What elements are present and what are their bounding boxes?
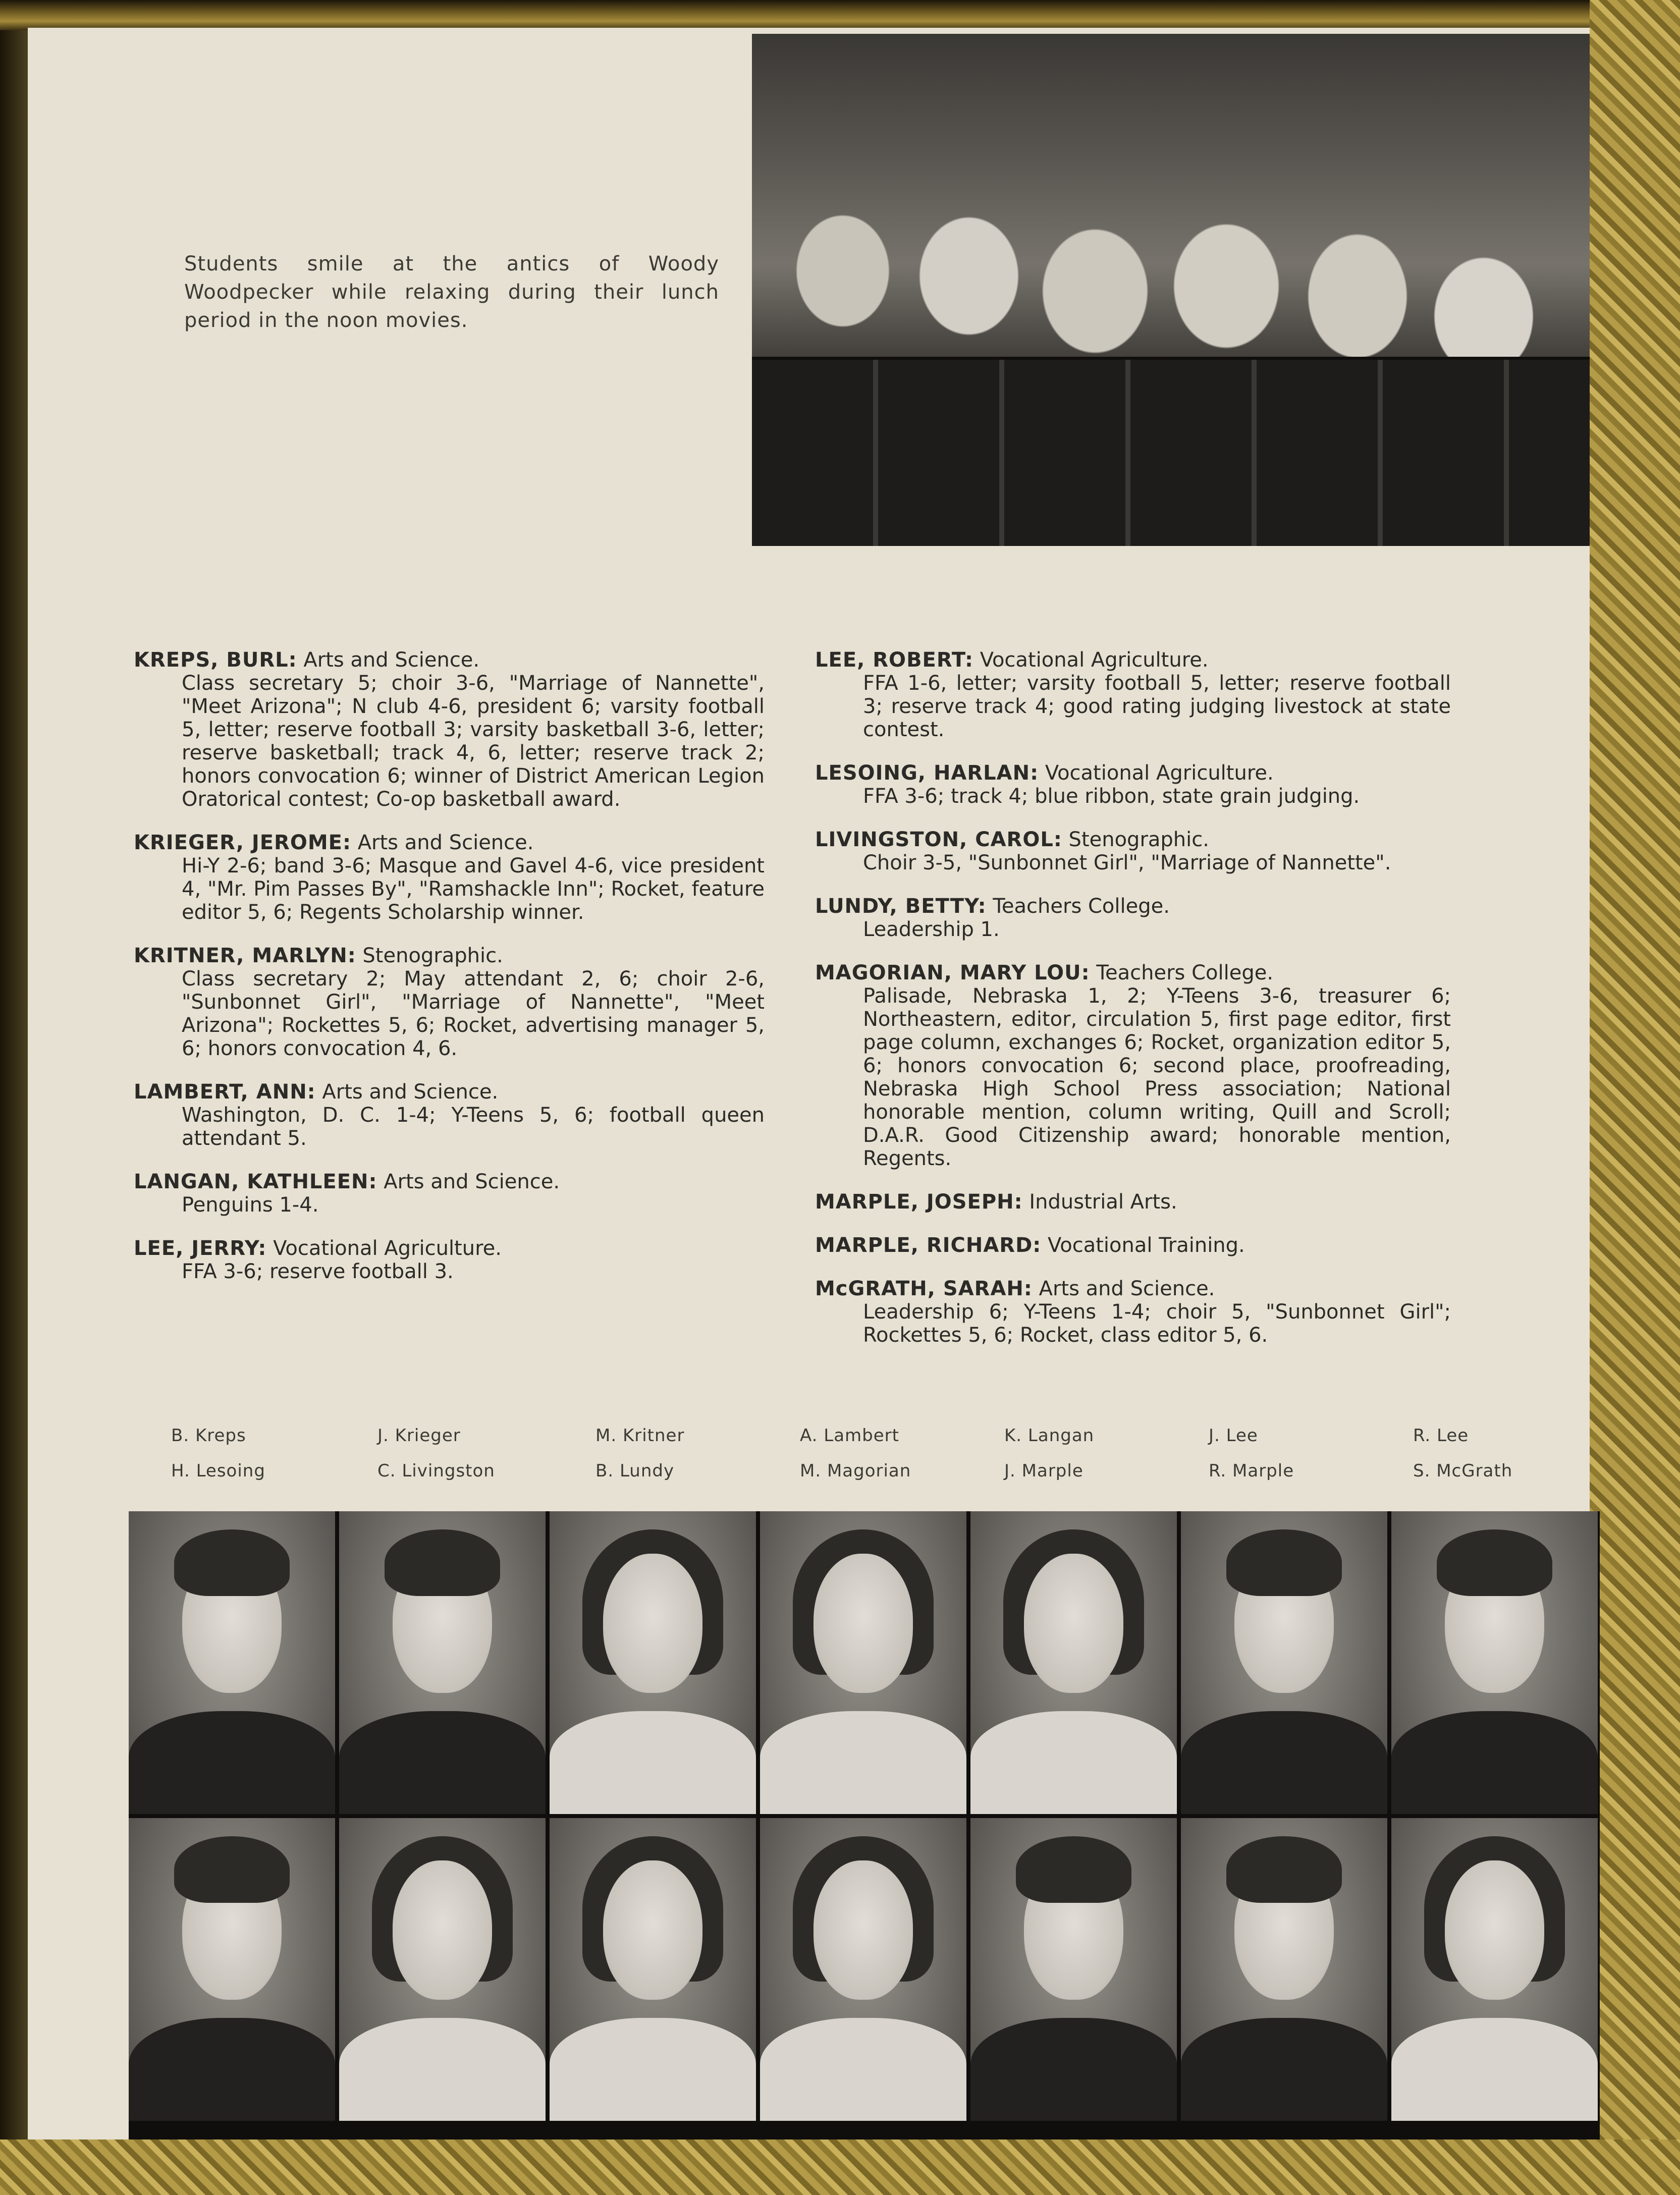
senior-entry: [815, 895, 1451, 941]
senior-entry: [815, 1190, 1451, 1214]
student-portrait: [970, 1818, 1177, 2121]
activities: Penguins 1-4.: [182, 1193, 319, 1217]
senior-entry: [134, 1080, 765, 1150]
course-of-study: Stenographic.: [362, 944, 503, 967]
auditorium-seats: [752, 357, 1590, 546]
portrait-shoulders: [1391, 1711, 1598, 1814]
portrait-label: M. Magorian: [800, 1461, 911, 1481]
senior-entry: [815, 961, 1451, 1170]
activities: FFA 3-6; reserve football 3.: [182, 1260, 454, 1283]
student-portrait: [550, 1511, 756, 1814]
portrait-face: [603, 1860, 702, 2000]
portrait-shoulders: [970, 1711, 1177, 1814]
student-portrait: [129, 1818, 335, 2121]
portrait-shoulders: [550, 2018, 756, 2121]
senior-entry: [815, 761, 1451, 808]
entries-left-column: [134, 648, 765, 1303]
student-name: MARPLE, JOSEPH:: [815, 1190, 1023, 1214]
activities: Leadership 1.: [863, 918, 1000, 941]
portrait-shoulders: [129, 2018, 335, 2121]
student-portrait: [760, 1818, 966, 2121]
portrait-label: R. Marple: [1209, 1461, 1294, 1481]
student-portrait: [970, 1511, 1177, 1814]
portrait-label: J. Marple: [1004, 1461, 1083, 1481]
student-name: LESOING, HARLAN:: [815, 761, 1039, 785]
course-of-study: Arts and Science.: [384, 1170, 560, 1193]
portrait-shoulders: [129, 1711, 335, 1814]
student-portrait: [129, 1511, 335, 1814]
activities: Choir 3-5, "Sunbonnet Girl", "Marriage of Nannette".: [863, 851, 1391, 874]
student-name: LUNDY, BETTY:: [815, 895, 987, 918]
portrait-shoulders: [760, 2018, 966, 2121]
binding-left-edge: [0, 0, 28, 2195]
binding-top-edge: [0, 0, 1680, 30]
portrait-shoulders: [760, 1711, 966, 1814]
activities: FFA 1-6, letter; varsity football 5, letter; reserve football 3; reserve track 4; good rating judging livestock at state contest.: [863, 672, 1451, 741]
activities: FFA 3-6; track 4; blue ribbon, state grain judging.: [863, 785, 1360, 808]
portrait-shoulders: [339, 1711, 546, 1814]
course-of-study: Vocational Agriculture.: [273, 1237, 502, 1260]
portrait-face: [1445, 1860, 1544, 2000]
entries-right-column: [815, 648, 1451, 1367]
course-of-study: Vocational Agriculture.: [980, 648, 1209, 672]
student-name: MAGORIAN, MARY LOU:: [815, 961, 1090, 984]
portrait-label: J. Krieger: [377, 1425, 461, 1446]
senior-entry: [134, 1237, 765, 1283]
portrait-label: B. Lundy: [595, 1461, 675, 1481]
portrait-shoulders: [550, 1711, 756, 1814]
gold-cover-right: [1590, 0, 1680, 2195]
activities: Hi-Y 2-6; band 3-6; Masque and Gavel 4-6, vice president 4, "Mr. Pim Passes By", "Ramshackle Inn"; Rocket, feature editor 5, 6; Regents Scholarship winner.: [182, 854, 765, 924]
photo-caption: Students smile at the antics of Woody Woodpecker while relaxing during their lunch period in the noon movies.: [184, 252, 719, 332]
activities: Class secretary 5; choir 3-6, "Marriage of Nannette", "Meet Arizona"; N club 4-6, president 6; varsity football 5, letter; reserve football 3; varsity basketball 3-6, letter; reserve basketball; track 4, 6, letter; reserve track 2; honors convocation 6; winner of District American Legion Oratorical contest; Co-op basketball award.: [182, 672, 765, 811]
course-of-study: Stenographic.: [1068, 828, 1209, 851]
portrait-face: [1024, 1554, 1123, 1693]
senior-entry: [134, 944, 765, 1060]
student-portrait: [1181, 1511, 1387, 1814]
portrait-face: [814, 1554, 912, 1693]
portrait-name-labels: [28, 1425, 1590, 1491]
senior-entry: [134, 831, 765, 924]
portrait-hair: [174, 1836, 290, 1903]
course-of-study: Vocational Agriculture.: [1045, 761, 1274, 785]
course-of-study: Arts and Science.: [357, 831, 534, 854]
senior-entry: [134, 1170, 765, 1217]
portrait-hair: [1226, 1836, 1342, 1903]
student-name: LEE, JERRY:: [134, 1237, 267, 1260]
activities: Palisade, Nebraska 1, 2; Y-Teens 3-6, treasurer 6; Northeastern, editor, circulation 5, first page editor, first page column, exchanges 6; Rocket, organization editor 5, 6; honors convocation 6; second place, proofreading, Nebraska High School Press association; National honorable mention, column writing, Quill and Scroll; D.A.R. Good Citizenship award; honorable mention, Regents.: [863, 984, 1451, 1170]
student-portrait: [1181, 1818, 1387, 2121]
portrait-hair: [174, 1529, 290, 1596]
portrait-label: J. Lee: [1209, 1425, 1258, 1446]
portrait-label: C. Livingston: [377, 1461, 495, 1481]
portrait-label: R. Lee: [1413, 1425, 1469, 1446]
portrait-face: [814, 1860, 912, 2000]
course-of-study: Arts and Science.: [1039, 1277, 1215, 1300]
portrait-hair: [1437, 1529, 1552, 1596]
student-portrait: [550, 1818, 756, 2121]
student-name: LIVINGSTON, CAROL:: [815, 828, 1062, 851]
portrait-shoulders: [1391, 2018, 1598, 2121]
portrait-shoulders: [970, 2018, 1177, 2121]
student-portrait: [339, 1818, 546, 2121]
activities: Class secretary 2; May attendant 2, 6; choir 2-6, "Sunbonnet Girl", "Marriage of Nannette", "Meet Arizona"; Rockettes 5, 6; Rocket, advertising manager 5, 6; honors convocation 4, 6.: [182, 967, 765, 1060]
portrait-label: S. McGrath: [1413, 1461, 1513, 1481]
gold-cover-bottom: [0, 2139, 1680, 2195]
portrait-label: B. Kreps: [171, 1425, 246, 1446]
student-name: LAMBERT, ANN:: [134, 1080, 316, 1104]
activities: Washington, D. C. 1-4; Y-Teens 5, 6; football queen attendant 5.: [182, 1104, 765, 1150]
student-name: LANGAN, KATHLEEN:: [134, 1170, 377, 1193]
senior-entry: [815, 1277, 1451, 1347]
portrait-face: [393, 1860, 492, 2000]
course-of-study: Arts and Science.: [322, 1080, 499, 1104]
noon-movie-photo: [752, 34, 1590, 546]
yearbook-page: [28, 28, 1590, 2139]
course-of-study: Teachers College.: [1096, 961, 1274, 984]
student-portrait: [760, 1511, 966, 1814]
portrait-shoulders: [339, 2018, 546, 2121]
portrait-label: K. Langan: [1004, 1425, 1095, 1446]
portrait-label: A. Lambert: [800, 1425, 899, 1446]
portrait-label: H. Lesoing: [171, 1461, 265, 1481]
course-of-study: Teachers College.: [993, 895, 1170, 918]
portrait-hair: [385, 1529, 500, 1596]
portrait-shoulders: [1181, 2018, 1387, 2121]
portrait-face: [603, 1554, 702, 1693]
student-name: KREPS, BURL:: [134, 648, 297, 672]
student-portrait: [1391, 1818, 1598, 2121]
course-of-study: Vocational Training.: [1048, 1234, 1245, 1257]
portrait-hair: [1016, 1836, 1131, 1903]
student-portrait: [339, 1511, 546, 1814]
activities: Leadership 6; Y-Teens 1-4; choir 5, "Sunbonnet Girl"; Rockettes 5, 6; Rocket, class editor 5, 6.: [863, 1300, 1451, 1347]
portrait-label: M. Kritner: [595, 1425, 685, 1446]
student-name: KRITNER, MARLYN:: [134, 944, 356, 967]
student-name: LEE, ROBERT:: [815, 648, 973, 672]
course-of-study: Industrial Arts.: [1029, 1190, 1177, 1214]
portrait-shoulders: [1181, 1711, 1387, 1814]
senior-entry: [134, 648, 765, 811]
course-of-study: Arts and Science.: [303, 648, 480, 672]
student-name: McGRATH, SARAH:: [815, 1277, 1033, 1300]
portrait-grid: [129, 1511, 1600, 2139]
student-name: KRIEGER, JEROME:: [134, 831, 351, 854]
student-portrait: [1391, 1511, 1598, 1814]
student-name: MARPLE, RICHARD:: [815, 1234, 1042, 1257]
senior-entry: [815, 828, 1451, 874]
senior-entry: [815, 1234, 1451, 1257]
portrait-hair: [1226, 1529, 1342, 1596]
senior-entry: [815, 648, 1451, 741]
